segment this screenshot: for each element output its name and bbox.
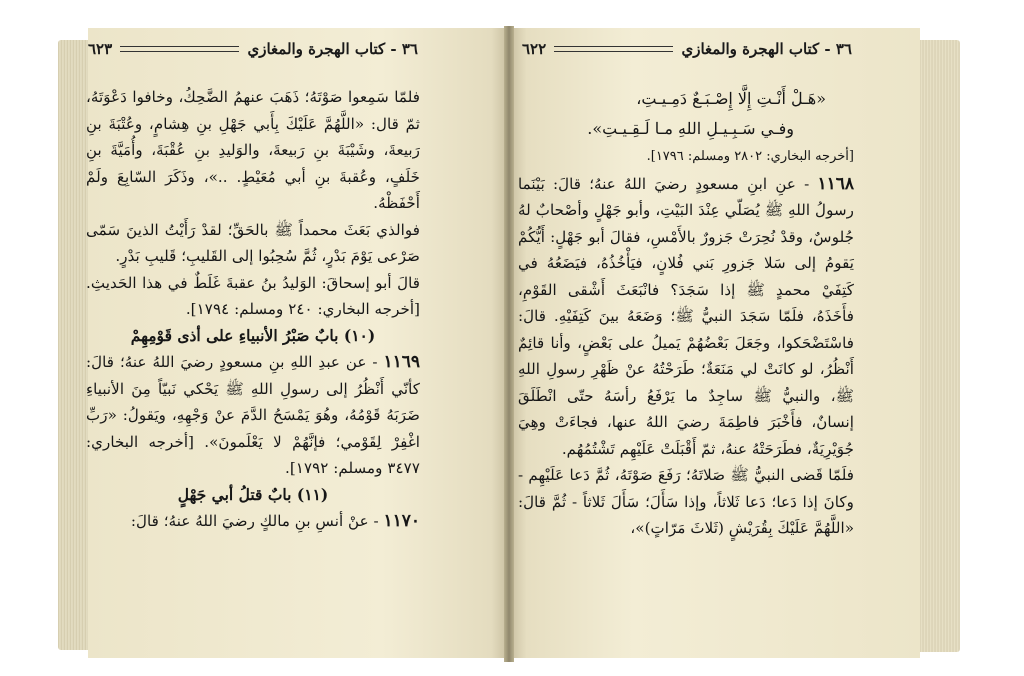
poem-line-2: وفـي سَـبِـيـلِ اللهِ مـا لَـقِـيـتِ». <box>587 119 794 138</box>
right-header-title: ٣٦ - كتاب الهجرة والمغازي <box>681 40 852 58</box>
right-page-header <box>522 38 852 60</box>
hadith-1169-text: - عن عبدِ اللهِ بنِ مسعودٍ رضيَ اللهُ عنهُ؛ قالَ: كأنّي أَنْظُرُ إلى رسولِ اللهِ ﷺ يَحْكي نَبيّاً مِنَ الأنبياءِ ضَرَبَهُ قَوْمُهُ، وهُوَ يَمْسَحُ الدَّمَ عنْ وَجْهِهِ، ويَقولُ: «رَبِّ اغْفِرْ لِقَوْمي؛ فإنَّهُمْ لا يَعْلَمونَ». [أخرجه البخاري: ٣٤٧٧ ومسلم: ١٧٩٢]. <box>86 353 420 477</box>
chapter-11-heading: (١١) بابٌ قتلُ أبي جَهْلٍ <box>177 484 329 504</box>
right-paragraph-2: فلَمّا قَضى النبيُّ ﷺ صَلاتَهُ؛ رَفَعَ صَوْتَهُ، ثُمَّ دَعا عَلَيْهِم - وكانَ إذا دَعا؛ دَعا ثَلاثاً، وإذا سَأَلَ؛ سَأَلَ ثَلاثاً - ثُمَّ قالَ: «اللَّهُمَّ عَلَيْكَ بِقُرَيْشٍ (ثَلاثَ مَرّاتٍ)»، <box>518 466 854 537</box>
reference-1: [أخرجه البخاري: ٢٨٠٢ ومسلم: ١٧٩٦]. <box>646 149 854 164</box>
book-spine-gutter <box>504 26 514 662</box>
hadith-1168 <box>518 171 854 463</box>
left-page-number: ٦٢٣ <box>88 40 113 58</box>
left-paragraph-2: فوالذي بَعَثَ محمداً ﷺ بالحَقِّ؛ لقدْ رَأَيْتُ الذينَ سَمّى صَرْعى يَوْمَ بَدْرٍ، ثُمَّ سُحِبُوا إلى القَليبِ؛ قَليبِ بَدْرٍ. <box>86 220 420 265</box>
left-paragraph-1: فلمّا سَمِعوا صَوْتَهُ؛ ذَهَبَ عنهمُ الضَّحِكُ، وخافوا دَعْوَتَهُ، ثمّ قال: «اللَّهُمَّ عَلَيْكَ بِأَبي جَهْلِ بنِ هِشامٍ، وعُتْبَةَ بنِ رَبيعةَ، وشَيْبَةَ بنِ رَبيعةَ، والوَليدِ بنِ عُقْبَةَ، وأُمَيَّةَ بنِ خَلَفٍ، وعُقبةَ بنِ أبي مُعَيْطٍ. ..»، وذَكَرَ السّابِعَ ولَمْ أَحْفَظْهُ. <box>86 88 420 212</box>
hadith-1168-text: - عنِ ابنِ مسعودٍ رضيَ اللهُ عنهُ؛ قالَ: بَيْنَما رسولُ اللهِ ﷺ يُصَلّي عِنْدَ البَيْتِ، وأبو جَهْلٍ وأصْحابٌ لهُ جُلوسٌ، وقدْ نُحِرَتْ جَزورٌ بالأَمْسِ، فقالَ أبو جَهْلٍ: أَيُّكُمْ يَقومُ إلى سَلا جَزورِ بَني فُلانٍ، فيَأْخُذُهُ، فيَضَعُهُ في كَتِفَيْ محمدٍ ﷺ إذا سَجَدَ؟ فانْبَعَثَ أَشْقى القَوْمِ، فأَخَذَهُ، فلَمّا سَجَدَ النبيُّ ﷺ؛ وَضَعَهُ بينَ كَتِفَيْهِ. قالَ: فاسْتَضْحَكوا، وجَعَلَ بَعْضُهُمْ يَميلُ على بَعْضٍ، وأنا قائِمٌ أَنْظُرُ، لو كانَتْ لي مَنَعَةٌ؛ طَرَحْتُهُ عنْ ظَهْرِ رسولِ اللهِ ﷺ، والنبيُّ ﷺ ساجِدٌ ما يَرْفَعُ رأسَهُ حتّى انْطَلَقَ إنسانٌ، فأَخْبَرَ فاطِمَةَ رضيَ اللهُ عنها، فجاءَتْ وهِيَ جُوَيْرِيَةٌ، فطَرَحَتْهُ عنهُ، ثمّ أَقْبَلَتْ عَلَيْهِم تَشْتُمُهُم. <box>518 174 854 458</box>
left-page-text <box>86 84 420 535</box>
right-page-number: ٦٢٢ <box>522 40 547 58</box>
hadith-1169-number: ١١٦٩ <box>383 352 421 372</box>
hadith-1170-number: ١١٧٠ <box>383 511 420 531</box>
hadith-1170-text: - عنْ أنسِ بنِ مالكٍ رضيَ اللهُ عنهُ؛ قالَ: <box>130 512 379 530</box>
left-paragraph-3: قالَ أبو إسحاقَ: الوَليدُ بنُ عقبةَ غَلَطٌ في هذا الحَديثِ. [أخرجه البخاري: ٢٤٠ ومسلم: ١٧٩٤]. <box>86 273 420 318</box>
page-edges-right <box>914 40 960 652</box>
right-page-text <box>518 84 854 542</box>
left-page-header <box>88 38 418 60</box>
hadith-1169 <box>86 349 420 482</box>
right-header-rule <box>554 46 673 52</box>
hadith-1168-number: ١١٦٨ <box>817 173 855 194</box>
left-header-rule <box>120 46 239 52</box>
hadith-1170 <box>86 508 420 535</box>
poem-line-1: «هَـلْ أَنْـتِ إِلَّا إِصْـبَـعٌ دَمِـيـتِ، <box>636 89 826 108</box>
left-header-title: ٣٦ - كتاب الهجرة والمغازي <box>247 40 418 58</box>
chapter-10-heading: (١٠) بابٌ صَبْرُ الأنبياءِ على أذى قَوْمِهِمْ <box>130 325 376 345</box>
